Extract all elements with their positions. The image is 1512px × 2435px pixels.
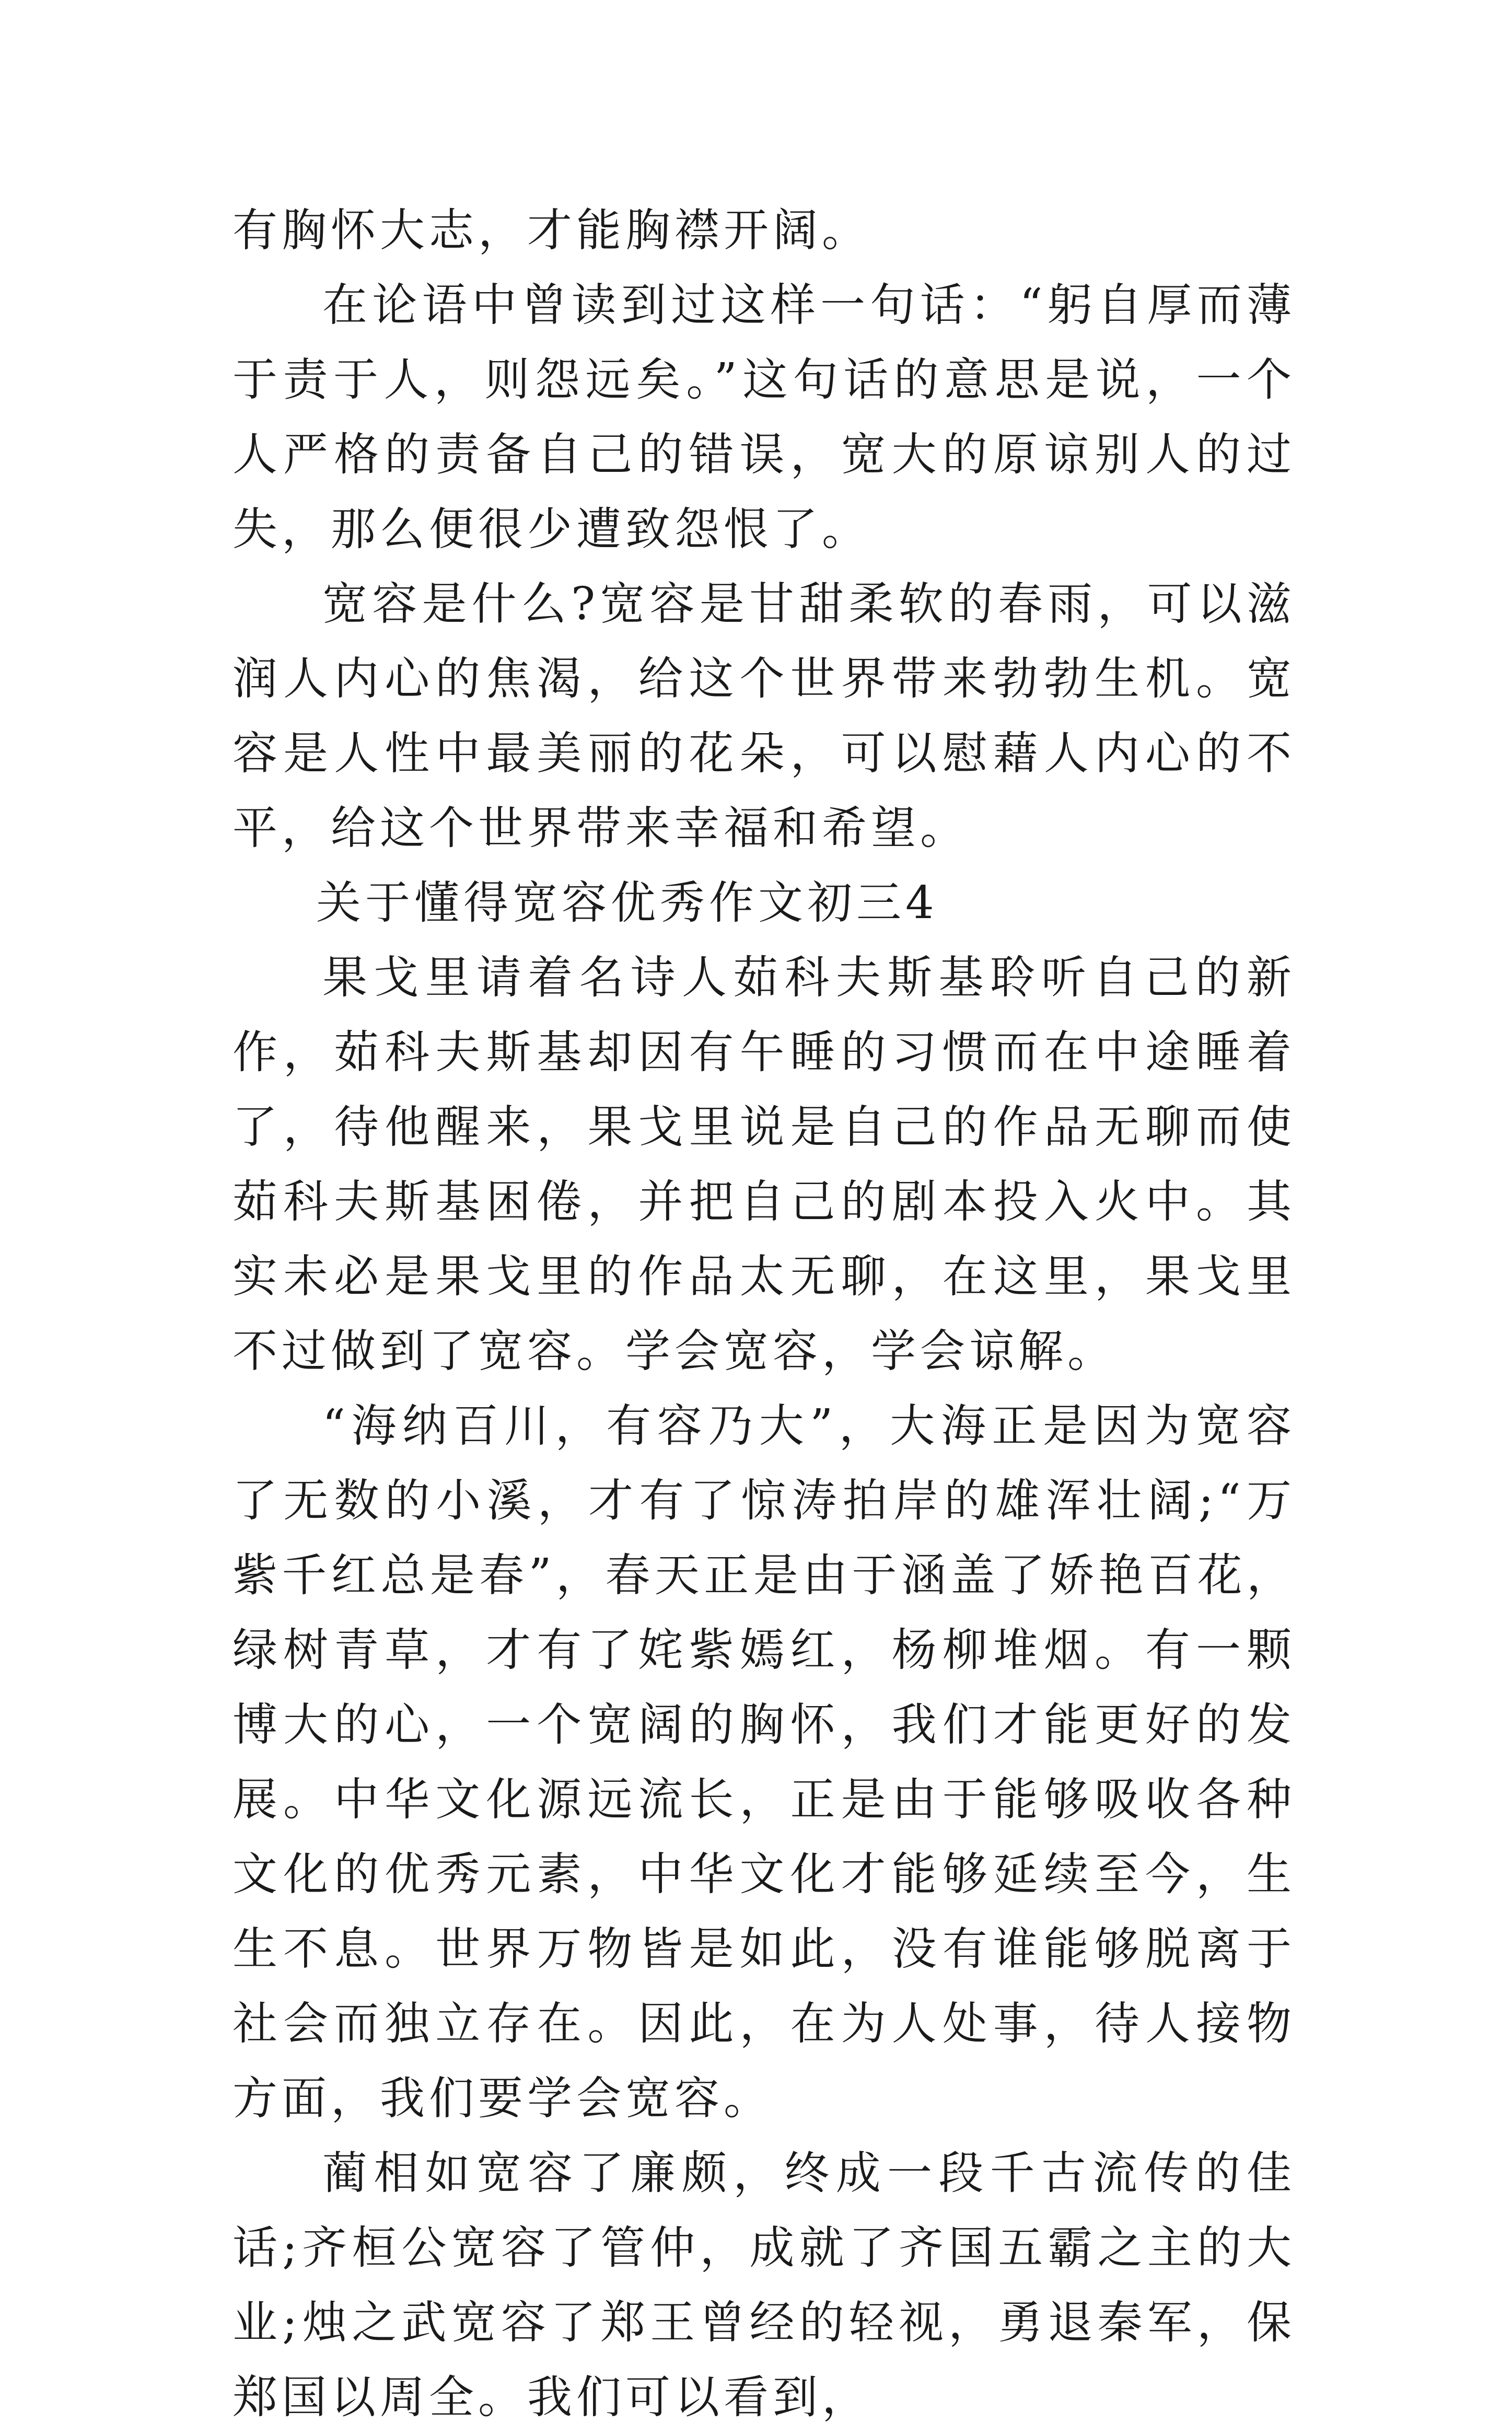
section-heading: 关于懂得宽容优秀作文初三4 [316,877,938,929]
paragraph-what-is-tolerance: 宽容是什么?宽容是甘甜柔软的春雨，可以滋润人内心的焦渴，给这个世界带来勃勃生机。宽容是人性中最美丽的花朵，可以慰藉人内心的不平，给这个世界带来幸福和希望。 [232,578,1296,854]
document-body [232,193,1296,2435]
paragraph-continuation: 有胸怀大志，才能胸襟开阔。 [232,204,871,257]
paragraph-sea-metaphor: “海纳百川，有容乃大”，大海正是因为宽容了无数的小溪，才有了惊涛拍岸的雄浑壮阔;“万紫千红总是春”，春天正是由于涵盖了娇艳百花，绿树青草，才有了姹紫嫣红，杨柳堆烟。有一颗博大的心，一个宽阔的胸怀，我们才能更好的发展。中华文化源远流长，正是由于能够吸收各种文化的优秀元素，中华文化才能够延续至今，生生不息。世界万物皆是如此，没有谁能够脱离于社会而独立存在。因此，在为人处事，待人接物方面，我们要学会宽容。 [232,1400,1296,2125]
paragraph-analects-quote: 在论语中曾读到过这样一句话：“躬自厚而薄于责于人，则怨远矣。”这句话的意思是说，一个人严格的责备自己的错误，宽大的原谅别人的过失，那么便很少遭致怨恨了。 [232,279,1296,555]
paragraph-historical-examples: 蔺相如宽容了廉颇，终成一段千古流传的佳话;齐桓公宽容了管仲，成就了齐国五霸之主的大业;烛之武宽容了郑王曾经的轻视，勇退秦军，保郑国以周全。我们可以看到， [232,2147,1296,2424]
paragraph-gogol-story: 果戈里请着名诗人茹科夫斯基聆听自己的新作，茹科夫斯基却因有午睡的习惯而在中途睡着了，待他醒来，果戈里说是自己的作品无聊而使茹科夫斯基困倦，并把自己的剧本投入火中。其实未必是果戈里的作品太无聊，在这里，果戈里不过做到了宽容。学会宽容，学会谅解。 [232,952,1296,1377]
